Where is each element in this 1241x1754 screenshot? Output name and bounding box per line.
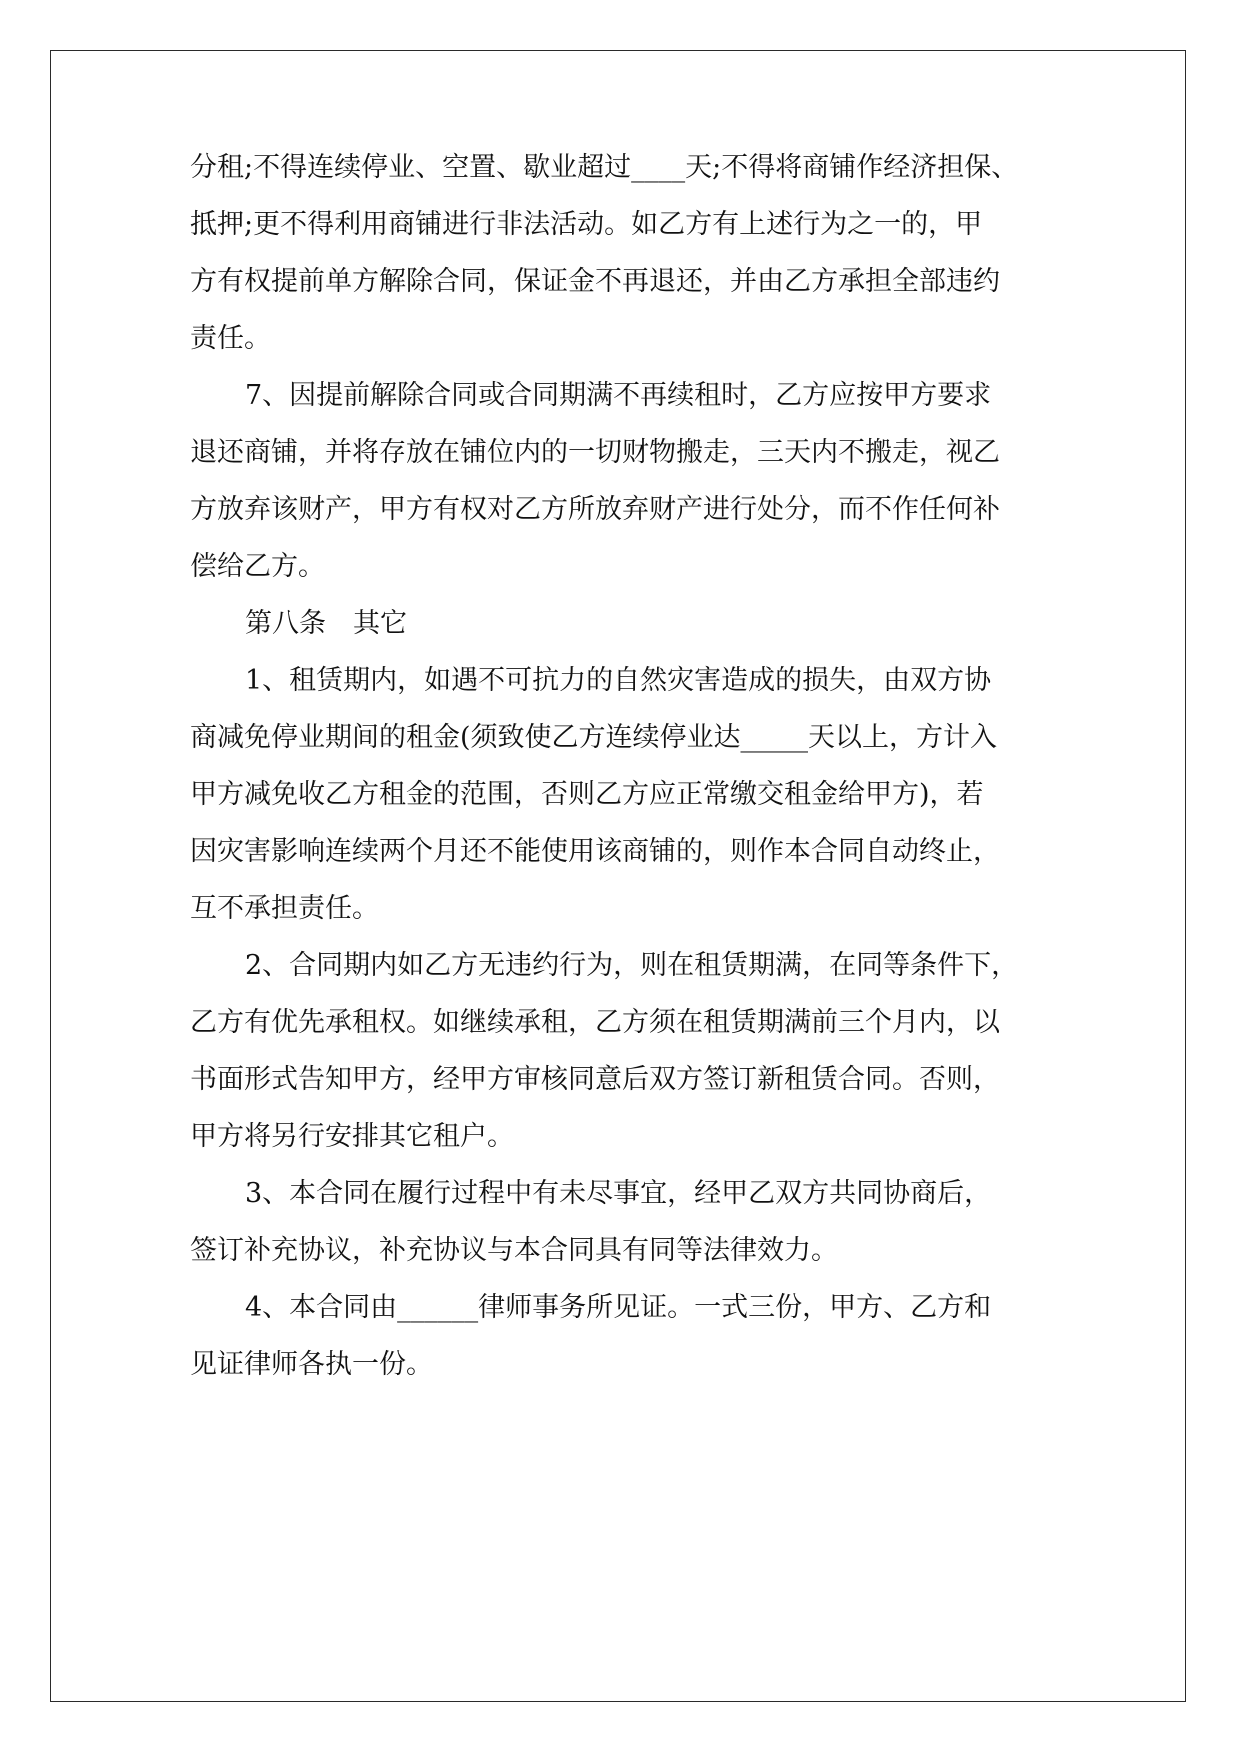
body-line: 甲方将另行安排其它租户。 — [190, 1121, 514, 1152]
clause-7-first-line: 7、因提前解除合同或合同期满不再续租时，乙方应按甲方要求 — [245, 380, 992, 411]
article-8-heading: 第八条 其它 — [245, 608, 407, 639]
body-line: 方放弃该财产，甲方有权对乙方所放弃财产进行处分，而不作任何补 — [190, 494, 1000, 525]
body-line: 方有权提前单方解除合同，保证金不再退还，并由乙方承担全部违约 — [190, 266, 1000, 297]
body-line: 偿给乙方。 — [190, 551, 325, 582]
clause-2-first-line: 2、合同期内如乙方无违约行为，则在租赁期满，在同等条件下， — [245, 950, 1019, 981]
body-line: 因灾害影响连续两个月还不能使用该商铺的，则作本合同自动终止， — [190, 836, 1000, 867]
body-line: 见证律师各执一份。 — [190, 1349, 433, 1380]
clause-1-first-line: 1、租赁期内，如遇不可抗力的自然灾害造成的损失，由双方协 — [245, 665, 992, 696]
body-line: 乙方有优先承租权。如继续承租，乙方须在租赁期满前三个月内，以 — [190, 1007, 1000, 1038]
body-line: 商减免停业期间的租金(须致使乙方连续停业达_____天以上，方计入 — [190, 722, 998, 753]
clause-4-first-line: 4、本合同由______律师事务所见证。一式三份，甲方、乙方和 — [245, 1292, 992, 1323]
body-line: 书面形式告知甲方，经甲方审核同意后双方签订新租赁合同。否则， — [190, 1064, 1000, 1095]
body-line: 互不承担责任。 — [190, 893, 379, 924]
body-line: 签订补充协议，补充协议与本合同具有同等法律效力。 — [190, 1235, 838, 1266]
clause-3-first-line: 3、本合同在履行过程中有未尽事宜，经甲乙双方共同协商后， — [245, 1178, 992, 1209]
body-line: 退还商铺，并将存放在铺位内的一切财物搬走，三天内不搬走，视乙 — [190, 437, 1000, 468]
body-line: 责任。 — [190, 323, 271, 354]
body-line: 抵押;更不得利用商铺进行非法活动。如乙方有上述行为之一的，甲 — [190, 209, 983, 240]
body-line: 甲方减免收乙方租金的范围，否则乙方应正常缴交租金给甲方)，若 — [190, 779, 984, 810]
body-line: 分租;不得连续停业、空置、歇业超过____天;不得将商铺作经济担保、 — [190, 152, 1019, 183]
